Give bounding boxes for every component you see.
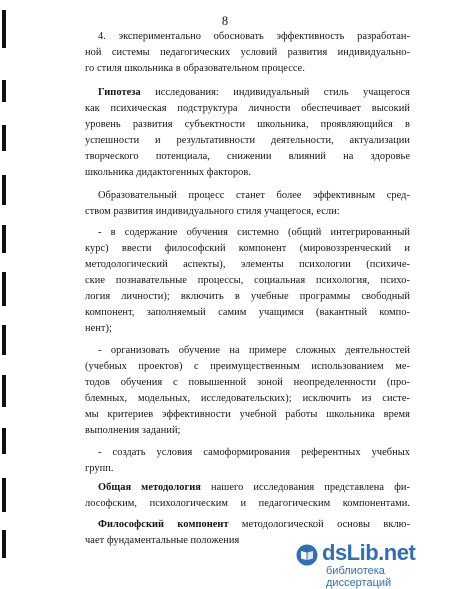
list-item-line: (учебных проектов) с преимущественным использованием ме- bbox=[85, 361, 410, 372]
list-item-line: логия личности); включить в учебные программы свободный bbox=[85, 291, 410, 302]
text-line: успешности и результативности деятельности, актуализации bbox=[85, 135, 410, 146]
book-icon bbox=[296, 544, 318, 566]
list-item-line: курс) ввести философский компонент (мировоззренческий и bbox=[85, 243, 410, 254]
watermark-subtitle: библиотека диссертаций bbox=[326, 565, 392, 589]
philosophy-heading: Философский компонент bbox=[98, 519, 229, 530]
text-line: лософским, психологическим и педагогическим компонентами. bbox=[85, 498, 410, 509]
text-line: уровень развития субъектности школьника, проявляющийся в bbox=[85, 119, 410, 130]
text-line: ством развития индивидуального стиля учащегося, если: bbox=[85, 206, 340, 217]
list-item-line: тодов обучения с повышенной зоной неопределенности (про- bbox=[85, 377, 410, 388]
list-item-line: выполнения заданий; bbox=[85, 425, 181, 436]
list-item-line: - в содержание обучения системно (общий интегрированный bbox=[98, 227, 410, 238]
watermark-name: dsLib.net bbox=[322, 540, 416, 565]
list-item-line: групп. bbox=[85, 463, 114, 474]
text-line: Общая методология нашего исследования представлена фи- bbox=[98, 482, 410, 493]
hypothesis-heading: Гипотеза bbox=[98, 87, 141, 98]
list-item-line: - создать условия самоформирования референтных учебных bbox=[98, 447, 410, 458]
list-item-line: нент); bbox=[85, 323, 112, 334]
page-number: 8 bbox=[221, 14, 229, 28]
list-item-line: мы критериев эффективности учебной работы школьника время bbox=[85, 409, 410, 420]
text-line: как психическая подструктура личности обеспечивает высокий bbox=[85, 103, 410, 114]
list-item-line: блемных, модельных, исследовательских); исключить из систе- bbox=[85, 393, 410, 404]
list-item-line: - организовать обучение на примере сложных деятельностей bbox=[98, 345, 410, 356]
text-line: Гипотеза исследования: индивидуальный стиль учащегося bbox=[98, 87, 410, 98]
text-line: школьника дидактогенных факторов. bbox=[85, 167, 252, 178]
text-line: творческого потенциала, снижении влияний на здоровье bbox=[85, 151, 410, 162]
dslib-watermark[interactable] bbox=[296, 540, 446, 589]
text-line: чает фундаментальные положения bbox=[85, 535, 240, 546]
list-item-line: компонент, заполняемый самим учащимся (вакантный компо- bbox=[85, 307, 410, 318]
list-item-line: методологический аспекты), элементы психологии (психиче- bbox=[85, 259, 410, 270]
text-line: 4. экспериментально обосновать эффективность разработан- bbox=[98, 31, 410, 42]
text-line: Образовательный процесс станет более эффективным сред- bbox=[98, 190, 410, 201]
text-line: ной системы педагогических условий развития индивидуально- bbox=[85, 47, 410, 58]
text-line: Философский компонент методологической основы вклю- bbox=[98, 519, 410, 530]
list-item-line: ские познавательные процессы, социальная психология, психо- bbox=[85, 275, 410, 286]
text-line: го стиля школьника в образовательном процессе. bbox=[85, 63, 305, 74]
methodology-heading: Общая методология bbox=[98, 482, 201, 493]
